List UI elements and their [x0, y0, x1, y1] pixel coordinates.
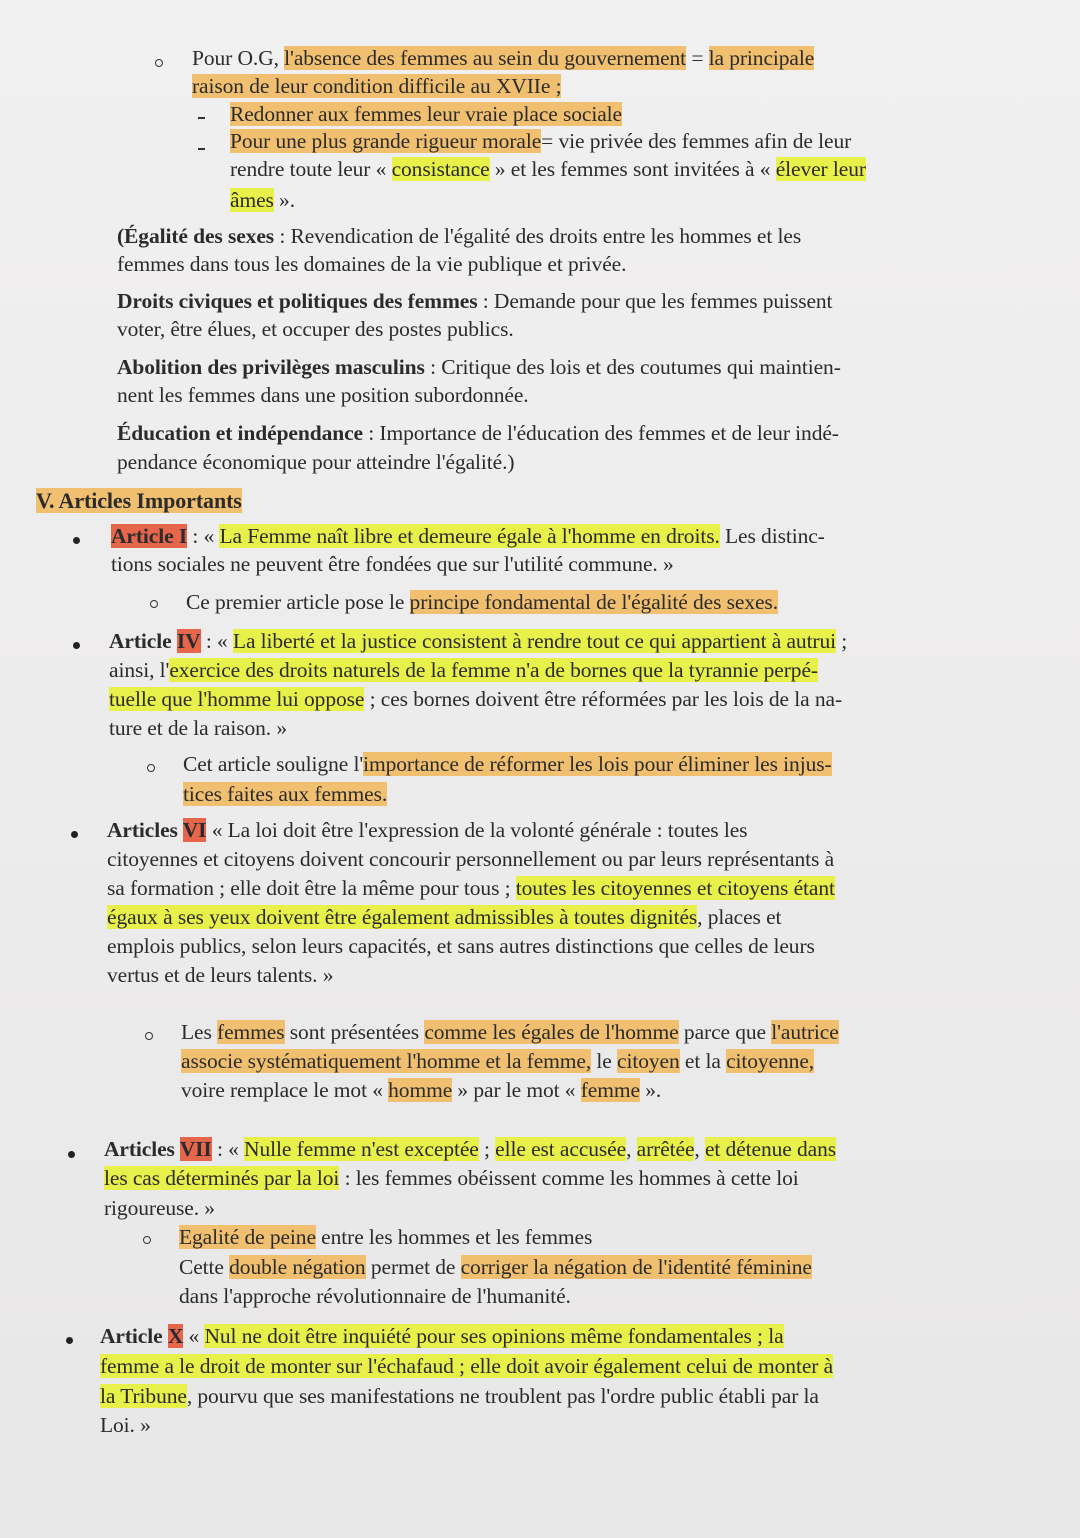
article-7-line-1: Articles VII : « Nulle femme n'est exceptée ; elle est accusée, arrêtée, et détenue dans: [104, 1137, 836, 1161]
dash-bullet-icon: [198, 148, 205, 150]
bullet-icon: [66, 1337, 73, 1344]
article-6-line-6: vertus et de leurs talents. »: [107, 963, 334, 987]
article-4-comment-2: tices faites aux femmes.: [183, 782, 388, 806]
article-10-line-4: Loi. »: [100, 1413, 151, 1437]
article-7-comment-3: dans l'approche révolutionnaire de l'humanité.: [179, 1284, 571, 1308]
circle-bullet-icon: [150, 600, 158, 608]
article-1-line-1: Article I : « La Femme naît libre et demeure égale à l'homme en droits. Les distinc-: [111, 524, 825, 548]
bullet-icon: [73, 537, 80, 544]
article-4-line-3: tuelle que l'homme lui oppose ; ces bornes doivent être réformées par les lois de la na-: [109, 687, 843, 711]
article-6-comment-1: Les femmes sont présentées comme les égales de l'homme parce que l'autrice: [181, 1020, 839, 1044]
intro-line-1: Pour O.G, l'absence des femmes au sein du gouvernement = la principale: [192, 46, 815, 70]
intro-dash-2: Pour une plus grande rigueur morale= vie privée des femmes afin de leur: [230, 129, 852, 153]
note-education-2: pendance économique pour atteindre l'égalité.): [117, 450, 515, 474]
article-6-line-3: sa formation ; elle doit être la même pour tous ; toutes les citoyennes et citoyens étant: [107, 876, 835, 900]
article-4-line-2: ainsi, l'exercice des droits naturels de la femme n'a de bornes que la tyrannie perpé-: [109, 658, 818, 682]
article-7-comment-2: Cette double négation permet de corriger la négation de l'identité féminine: [179, 1255, 812, 1279]
note-abolition-1: Abolition des privilèges masculins : Critique des lois et des coutumes qui maintien-: [117, 355, 841, 379]
article-10-line-3: la Tribune, pourvu que ses manifestations ne troublent pas l'ordre public établi par la: [100, 1384, 819, 1408]
intro-dash-1: Redonner aux femmes leur vraie place sociale: [230, 102, 622, 126]
article-6-line-2: citoyennes et citoyens doivent concourir personnellement ou par leurs représentants à: [107, 847, 835, 871]
bullet-icon: [73, 642, 80, 649]
intro-dash-3: rendre toute leur « consistance » et les femmes sont invitées à « élever leur: [230, 157, 866, 181]
bullet-icon: [71, 831, 78, 838]
intro-line-2: raison de leur condition difficile au XVIIe ;: [192, 74, 562, 98]
note-droits-2: voter, être élues, et occuper des postes publics.: [117, 317, 514, 341]
article-7-line-3: rigoureuse. »: [104, 1196, 215, 1220]
circle-bullet-icon: [145, 1032, 153, 1040]
article-10-line-1: Article X « Nul ne doit être inquiété pour ses opinions même fondamentales ; la: [100, 1324, 784, 1348]
circle-bullet-icon: [143, 1236, 151, 1244]
article-6-line-5: emplois publics, selon leurs capacités, et sans autres distinctions que celles de leurs: [107, 934, 815, 958]
article-1-comment: Ce premier article pose le principe fondamental de l'égalité des sexes.: [186, 590, 778, 614]
dash-bullet-icon: [198, 117, 205, 119]
article-4-line-1: Article IV : « La liberté et la justice consistent à rendre tout ce qui appartient à autrui ;: [109, 629, 848, 653]
circle-bullet-icon: [147, 764, 155, 772]
article-6-comment-2: associe systématiquement l'homme et la femme, le citoyen et la citoyenne,: [181, 1049, 815, 1073]
note-egalite-1: (Égalité des sexes : Revendication de l'égalité des droits entre les hommes et les: [117, 224, 802, 248]
article-4-comment-1: Cet article souligne l'importance de réformer les lois pour éliminer les injus-: [183, 752, 832, 776]
note-droits-1: Droits civiques et politiques des femmes : Demande pour que les femmes puissent: [117, 289, 833, 313]
article-7-line-2: les cas déterminés par la loi : les femmes obéissent comme les hommes à cette loi: [104, 1166, 799, 1190]
article-6-line-1: Articles VI « La loi doit être l'expression de la volonté générale : toutes les: [107, 818, 748, 842]
intro-dash-4: âmes ».: [230, 188, 295, 212]
note-egalite-2: femmes dans tous les domaines de la vie publique et privée.: [117, 252, 627, 276]
section-title: V. Articles Importants: [36, 488, 242, 513]
article-1-line-2: tions sociales ne peuvent être fondées que sur l'utilité commune. »: [111, 552, 674, 576]
article-7-comment-1: Egalité de peine entre les hommes et les femmes: [179, 1225, 593, 1249]
article-6-comment-3: voire remplace le mot « homme » par le mot « femme ».: [181, 1078, 662, 1102]
article-4-line-4: ture et de la raison. »: [109, 716, 287, 740]
circle-bullet-icon: [155, 59, 163, 67]
note-abolition-2: nent les femmes dans une position subordonnée.: [117, 383, 529, 407]
article-6-line-4: égaux à ses yeux doivent être également admissibles à toutes dignités, places et: [107, 905, 782, 929]
article-10-line-2: femme a le droit de monter sur l'échafaud ; elle doit avoir également celui de monter à: [100, 1354, 834, 1378]
note-education-1: Éducation et indépendance : Importance de l'éducation des femmes et de leur indé-: [117, 421, 839, 445]
bullet-icon: [68, 1151, 75, 1158]
